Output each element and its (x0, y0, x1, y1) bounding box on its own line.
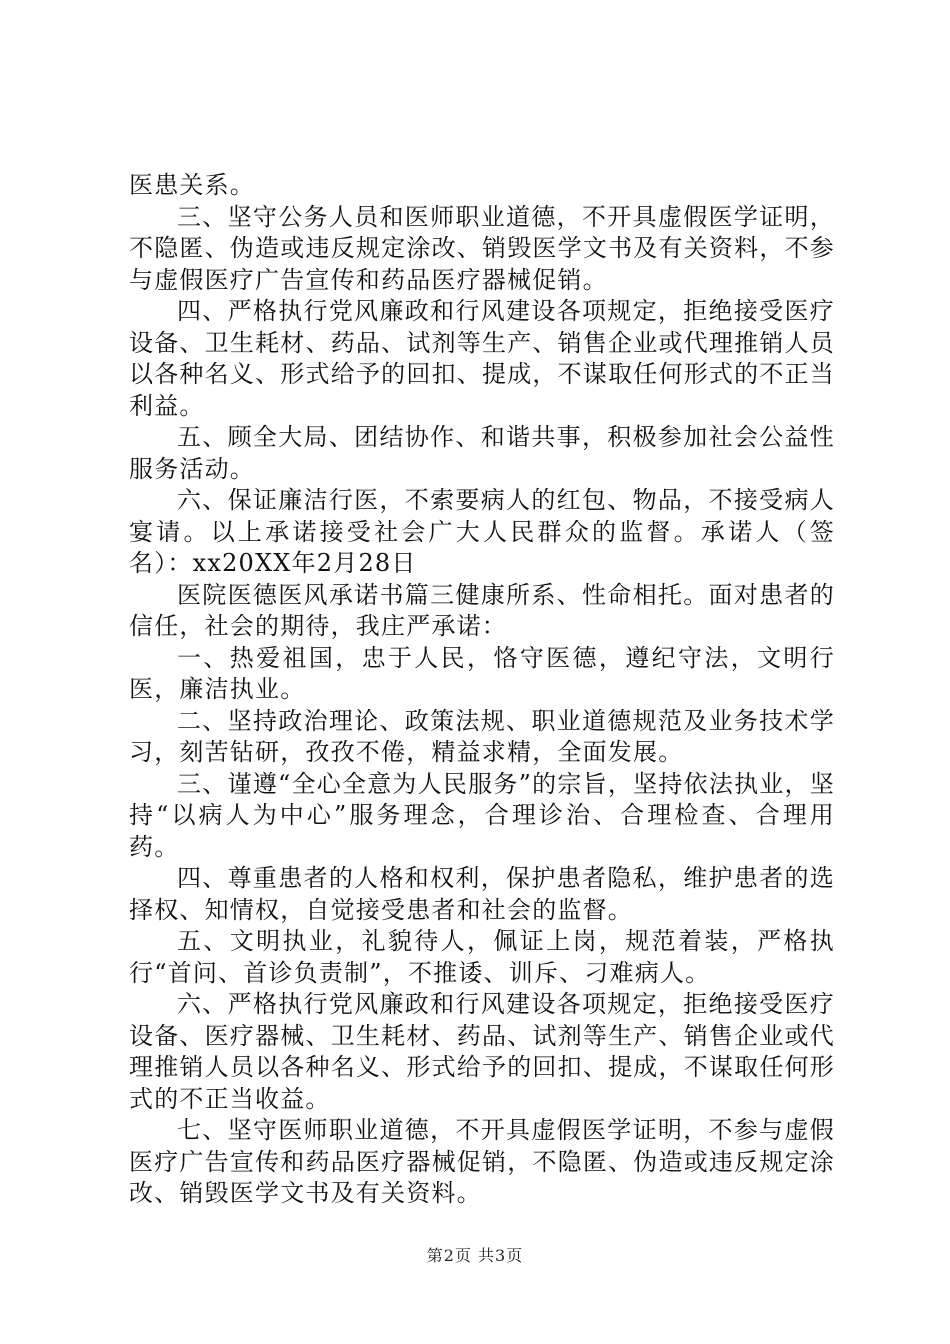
paragraph-10: 四、尊重患者的人格和权利，保护患者隐私，维护患者的选择权、知情权，自觉接受患者和社会的监督。 (129, 864, 835, 924)
paragraph-2: 三、坚守公务人员和医师职业道德，不开具虚假医学证明，不隐匿、伪造或违反规定涂改、销毁医学文书及有关资料，不参与虚假医疗广告宣传和药品医疗器械促销。 (129, 202, 835, 294)
paragraph-7: 一、热爱祖国，忠于人民，恪守医德，遵纪守法，文明行医，廉洁执业。 (129, 643, 835, 703)
page-number-footer: 第2页 共3页 (426, 1246, 524, 1265)
paragraph-8: 二、坚持政治理论、政策法规、职业道德规范及业务技术学习，刻苦钻研，孜孜不倦，精益求精，全面发展。 (129, 706, 835, 766)
paragraph-1: 医患关系。 (129, 171, 255, 199)
paragraph-9: 三、谨遵“全心全意为人民服务”的宗旨，坚持依法执业，坚持“以病人为中心”服务理念，合理诊治、合理检查、合理用药。 (129, 769, 835, 861)
paragraph-11: 五、文明执业，礼貌待人，佩证上岗，规范着装，严格执行“首问、首诊负责制”，不推诿、训斥、刁难病人。 (129, 927, 835, 987)
paragraph-5: 六、保证廉洁行医，不索要病人的红包、物品，不接受病人宴请。以上承诺接受社会广大人民群众的监督。承诺人（签名）：xx20XX年2月28日 (129, 486, 835, 577)
paragraph-4: 五、顾全大局、团结协作、和谐共事，积极参加社会公益性服务活动。 (129, 423, 835, 483)
paragraph-3: 四、严格执行党风廉政和行风建设各项规定，拒绝接受医疗设备、卫生耗材、药品、试剂等生产、销售企业或代理推销人员以各种名义、形式给予的回扣、提成，不谋取任何形式的不正当利益。 (129, 297, 835, 420)
paragraph-12: 六、严格执行党风廉政和行风建设各项规定，拒绝接受医疗设备、医疗器械、卫生耗材、药品、试剂等生产、销售企业或代理推销人员以各种名义、形式给予的回扣、提成，不谋取任何形式的不正当收益。 (129, 990, 835, 1113)
paragraph-6: 医院医德医风承诺书篇三健康所系、性命相托。面对患者的信任，社会的期待，我庄严承诺： (129, 580, 835, 640)
paragraph-13: 七、坚守医师职业道德，不开具虚假医学证明，不参与虚假医疗广告宣传和药品医疗器械促销，不隐匿、伪造或违反规定涂改、销毁医学文书及有关资料。 (129, 1116, 835, 1207)
document-body (129, 170, 835, 1210)
